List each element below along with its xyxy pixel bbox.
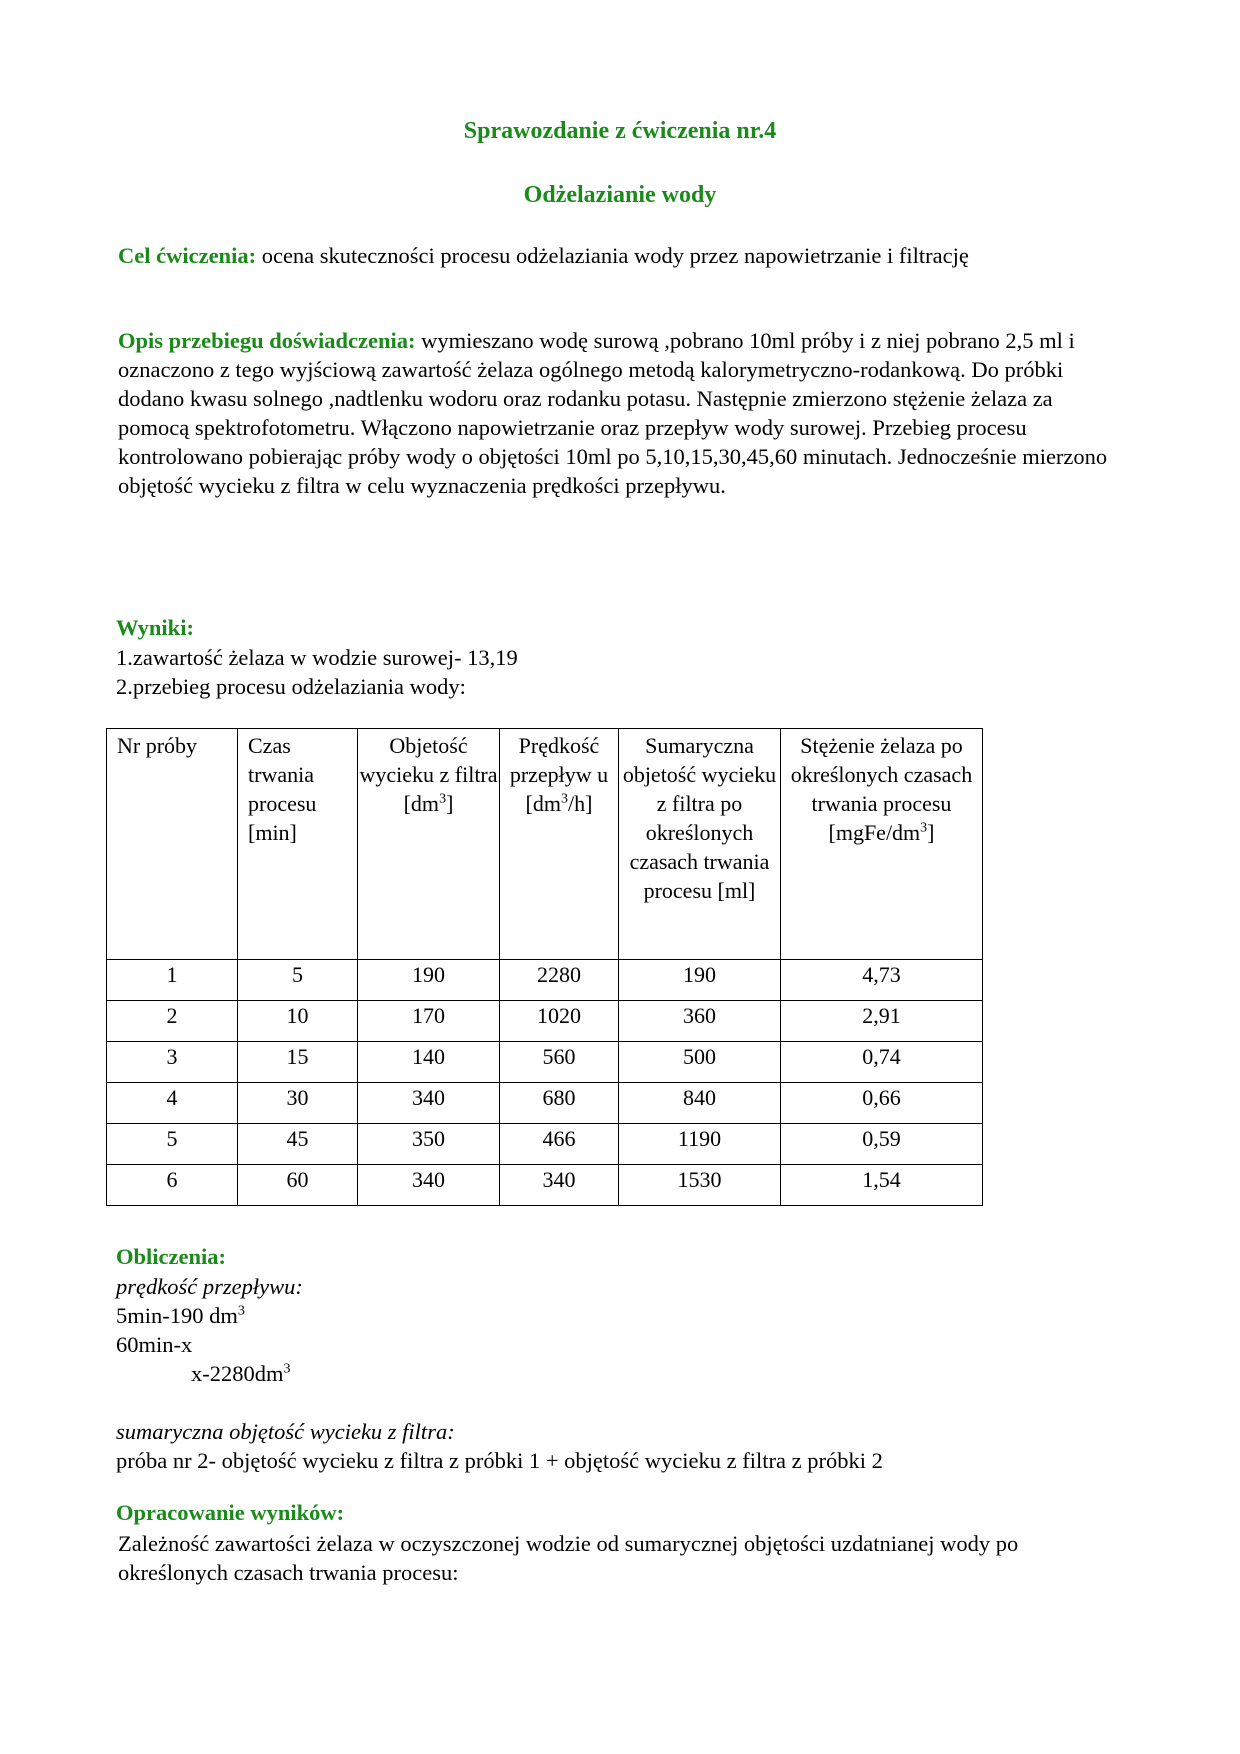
table-cell: 500	[619, 1042, 781, 1083]
table-cell: 1190	[619, 1124, 781, 1165]
analysis-text: Zależność zawartości żelaza w oczyszczonej wodzie od sumarycznej objętości uzdatnianej wody po określonych czasach trwania procesu:	[118, 1531, 1019, 1585]
table-cell: 1	[107, 960, 238, 1001]
table-cell: 340	[358, 1083, 500, 1124]
table-cell: 60	[238, 1165, 358, 1206]
flow-calc-line-3: $x-2280dm^3$	[191, 1361, 291, 1386]
table-row	[107, 1083, 983, 1124]
table-cell: 190	[358, 960, 500, 1001]
table-cell: 6	[107, 1165, 238, 1206]
table-cell: 4,73	[781, 960, 983, 1001]
table-cell: 680	[500, 1083, 619, 1124]
header-duration: Czas trwania procesu [min]	[238, 729, 358, 960]
results-table	[106, 728, 983, 1206]
table-row	[107, 1042, 983, 1083]
goal-paragraph	[118, 241, 1128, 270]
analysis-heading: Opracowanie wyników:	[116, 1500, 345, 1525]
table-cell: 190	[619, 960, 781, 1001]
calculations-heading: Obliczenia:	[116, 1244, 226, 1269]
header-flow-rate: Prędkość przepływ u $[dm^3/h]$	[500, 729, 619, 960]
table-cell: 840	[619, 1083, 781, 1124]
table-cell: 10	[238, 1001, 358, 1042]
goal-text: ocena skuteczności procesu odżelaziania wody przez napowietrzanie i filtrację	[256, 243, 969, 268]
results-heading: Wyniki:	[116, 615, 194, 640]
flow-rate-label: prędkość przepływu:	[116, 1274, 303, 1299]
header-sample-no: Nr próby	[107, 729, 238, 960]
document-subtitle: Odżelazianie wody	[523, 182, 717, 208]
table-row	[107, 1001, 983, 1042]
table-cell: 1530	[619, 1165, 781, 1206]
table-cell: 560	[500, 1042, 619, 1083]
flow-calc-line-2: 60min-x	[116, 1332, 193, 1357]
table-cell: 0,74	[781, 1042, 983, 1083]
description-label: Opis przebiegu doświadczenia:	[118, 328, 416, 353]
table-cell: 2	[107, 1001, 238, 1042]
results-line-1: 1.zawartość żelaza w wodzie surowej- 13,19	[116, 645, 518, 670]
table-cell: 1,54	[781, 1165, 983, 1206]
table-cell: 170	[358, 1001, 500, 1042]
header-iron-concentration: Stężenie żelaza po określonych czasach trwania procesu $[mgFe/dm^3]$	[781, 729, 983, 960]
sum-volume-text: próba nr 2- objętość wycieku z filtra z próbki 1 + objętość wycieku z filtra z próbki 2	[116, 1448, 883, 1473]
table-cell: 0,59	[781, 1124, 983, 1165]
table-cell: 350	[358, 1124, 500, 1165]
table-cell: 0,66	[781, 1083, 983, 1124]
table-cell: 5	[238, 960, 358, 1001]
document-title: Sprawozdanie z ćwiczenia nr.4	[463, 118, 777, 144]
table-header-row	[107, 729, 983, 960]
table-cell: 2,91	[781, 1001, 983, 1042]
goal-label: Cel ćwiczenia:	[118, 243, 257, 268]
results-line-2: 2.przebieg procesu odżelaziania wody:	[116, 674, 466, 699]
description-paragraph	[118, 326, 1128, 500]
table-cell: 2280	[500, 960, 619, 1001]
table-row	[107, 1124, 983, 1165]
table-cell: 1020	[500, 1001, 619, 1042]
table-cell: 466	[500, 1124, 619, 1165]
table-cell: 340	[500, 1165, 619, 1206]
table-cell: 15	[238, 1042, 358, 1083]
table-cell: 360	[619, 1001, 781, 1042]
table-cell: 30	[238, 1083, 358, 1124]
table-row	[107, 960, 983, 1001]
description-text: wymieszano wodę surową ,pobrano 10ml próby i z niej pobrano 2,5 ml i oznaczono z tego wyjściową zawartość żelaza ogólnego metodą kalorymetryczno-rodankową. Do próbki dodano kwasu solnego ,nadtlenku wodoru oraz rodanku potasu. Następnie zmierzono stężenie żelaza za pomocą spektrofotometru. Włączono napowietrzanie oraz przepływ wody surowej. Przebieg procesu kontrolowano pobierając próby wody o objętości 10ml po 5,10,15,30,45,60 minutach. Jednocześnie mierzono objętość wycieku z filtra w celu wyznaczenia prędkości przepływu.	[118, 328, 1108, 498]
table-cell: 5	[107, 1124, 238, 1165]
table-cell: 4	[107, 1083, 238, 1124]
flow-calc-line-1: 5min-190 $dm^3$	[116, 1303, 245, 1328]
table-row	[107, 1165, 983, 1206]
table-cell: 340	[358, 1165, 500, 1206]
table-cell: 45	[238, 1124, 358, 1165]
header-total-volume: Sumaryczna objetość wycieku z filtra po określonych czasach trwania procesu [ml]	[619, 729, 781, 960]
sum-volume-label: sumaryczna objętość wycieku z filtra:	[116, 1419, 455, 1444]
header-volume: Objetość wycieku z filtra $[dm^3]$	[358, 729, 500, 960]
table-cell: 140	[358, 1042, 500, 1083]
table-cell: 3	[107, 1042, 238, 1083]
